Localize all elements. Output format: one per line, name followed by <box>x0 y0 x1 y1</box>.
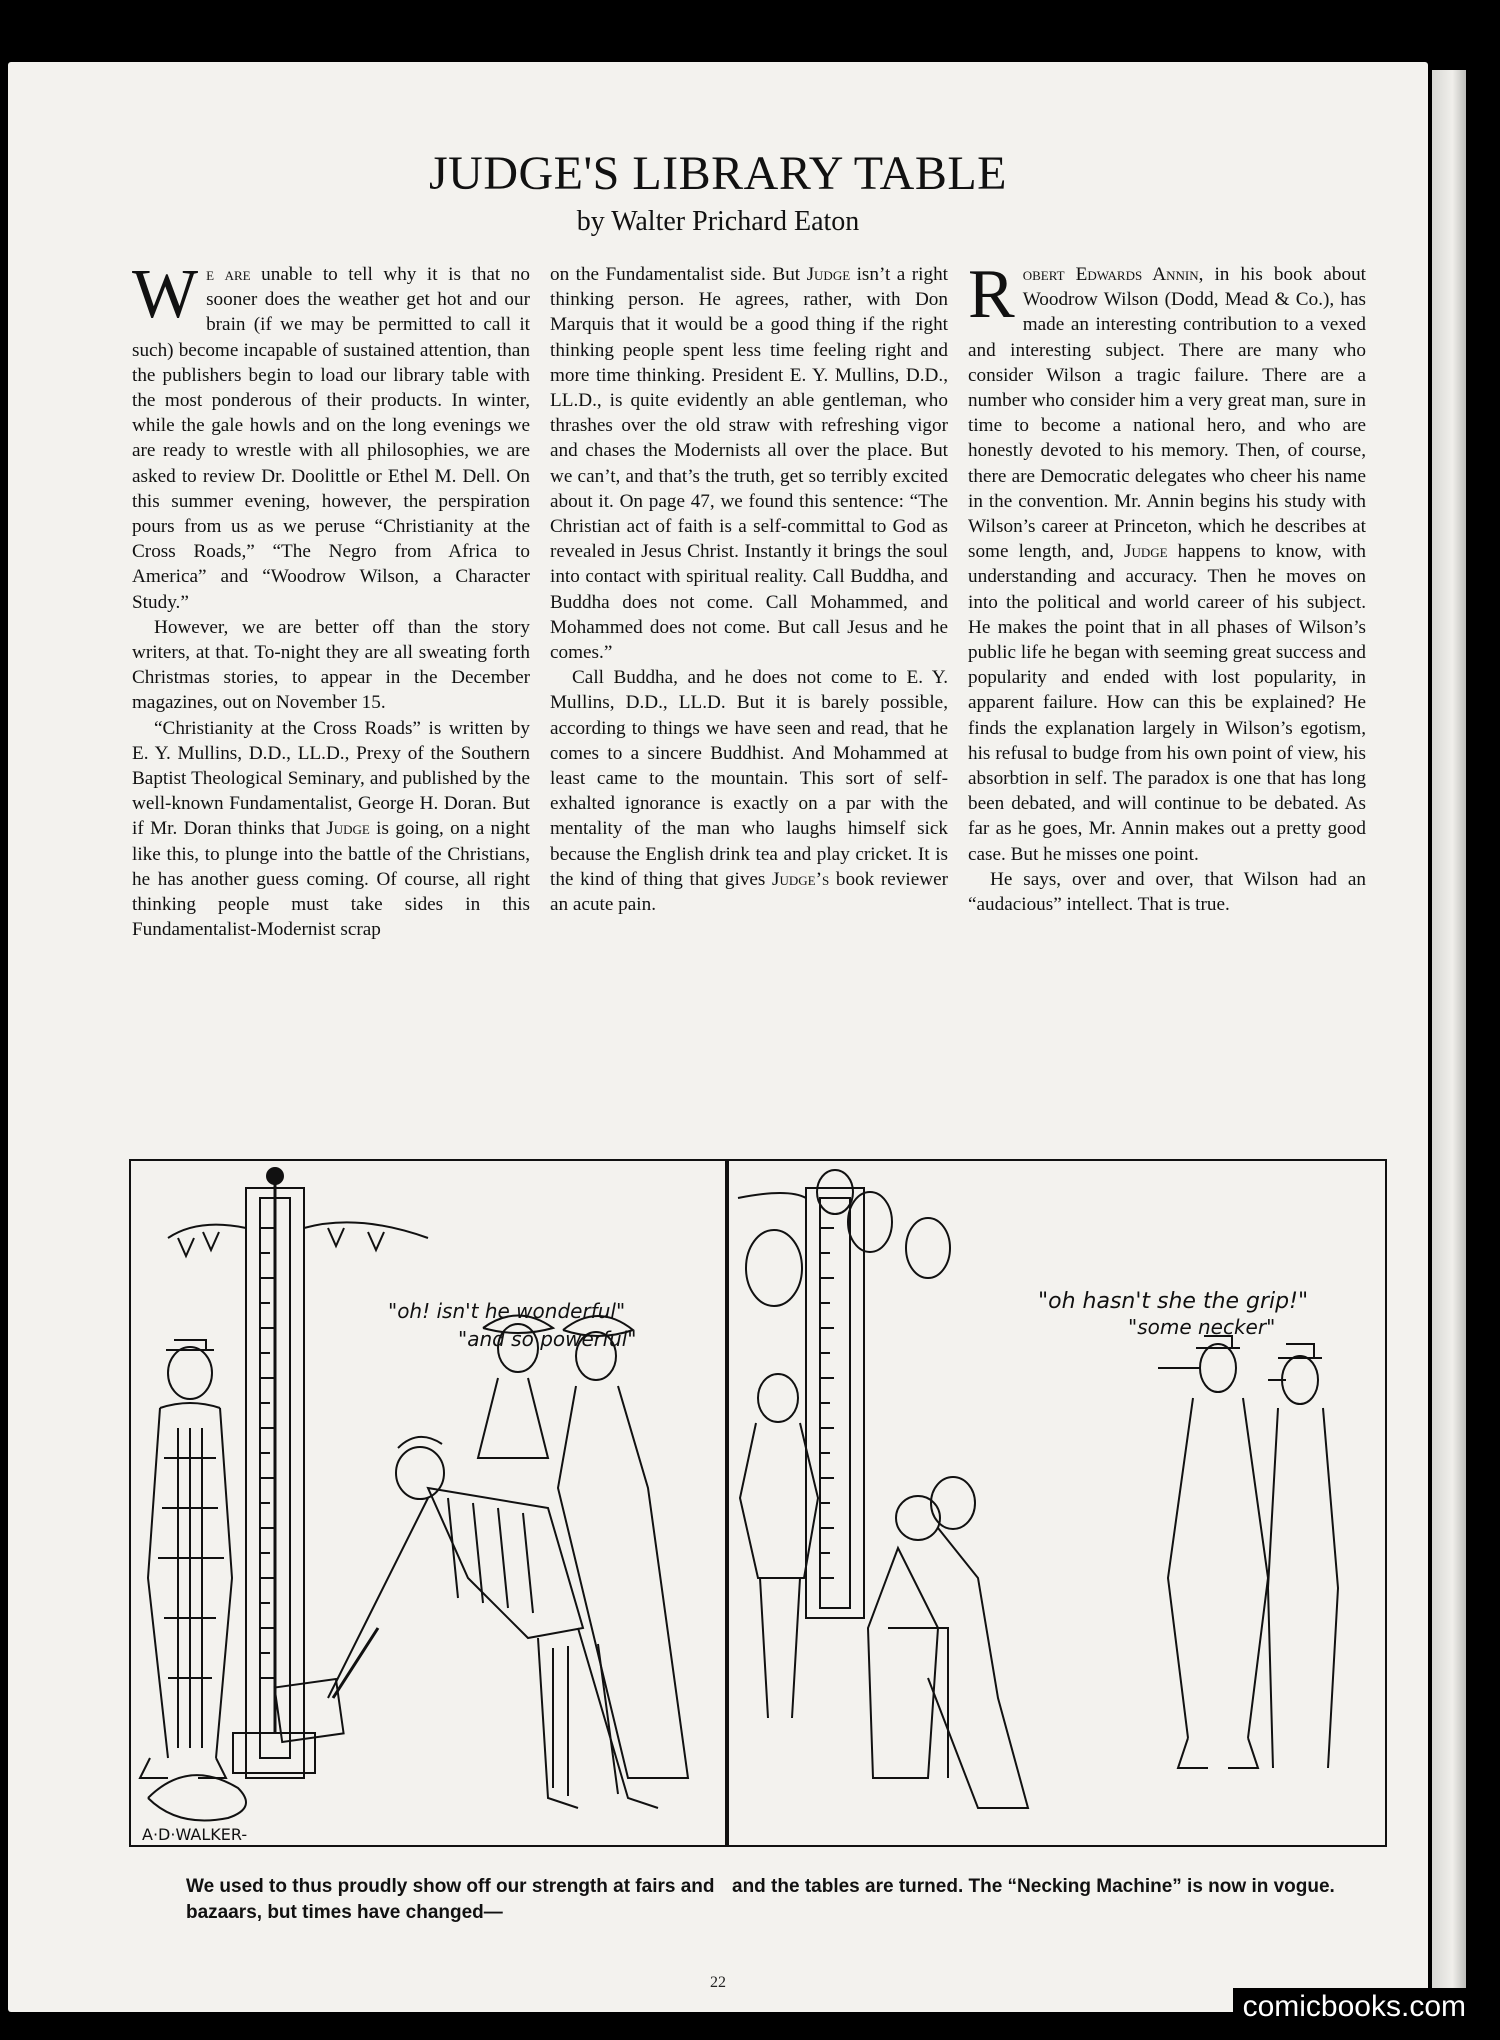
paragraph <box>550 262 948 665</box>
magazine-page <box>8 62 1428 2012</box>
paragraph-text: book reviewer an acute pain. <box>550 868 948 916</box>
left-speech-2: "and so powerful" <box>458 1327 637 1351</box>
man-in-plaid-suit <box>140 1340 232 1778</box>
right-speech-2: "some necker" <box>1128 1315 1276 1339</box>
drop-cap: R <box>968 256 1015 333</box>
artist-signature: A·D·WALKER- <box>142 1825 248 1844</box>
necking-machine <box>806 1170 864 1618</box>
judge-name: Judge’s <box>772 868 830 890</box>
paragraph: He says, over and over, that Wilson had an “audacious” intellect. That is true. <box>968 868 1366 916</box>
couple-embracing <box>868 1477 1028 1808</box>
tent-flags <box>168 1222 428 1256</box>
text-column-2 <box>550 262 948 917</box>
paragraph <box>132 716 530 943</box>
hat-on-ground <box>148 1775 246 1820</box>
text-column-1 <box>132 256 531 942</box>
left-panel-frame <box>130 1160 726 1846</box>
two-men-watching <box>1158 1336 1338 1768</box>
judge-name: Judge <box>326 818 370 840</box>
small-caps-text: e are <box>206 264 251 285</box>
watermark: comicbooks.com <box>1233 1988 1476 2026</box>
paragraph-text: happens to know, with understanding and accuracy. Then he moves on into the political and world career of his subject. He makes the point that in all phases of Wilson’s public life he began with seeming great success and popularity and ended with lost popularity, in apparent failure. How can this be explained? He finds the explanation largely in Wilson’s egotism, his refusal to budge from his own point of view, his absorbtion in self. The paradox is one that has long been debated, and will continue to be debated. As far as he goes, Mr. Annin makes out a pretty good case. But he misses one point. <box>968 541 1366 865</box>
paragraph <box>132 256 530 615</box>
paragraph-text: in his book about Woodrow Wilson (Dodd, Mead & Co.), has made an interesting contribution to a vexed and interesting subject. There are many who consider Wilson a tragic failure. There are a number who consider him a very great man, sure in time to become a national hero, and who are honestly devoted to his memory. Then, of course, there are Democratic delegates who cheer his name in the convention. Mr. Annin begins his study with Wilson’s career at Princeton, which he describes at some length, and, <box>968 264 1366 563</box>
page-number: 22 <box>710 1974 726 1991</box>
paragraph-text: on the Fundamentalist side. But <box>550 264 807 285</box>
article-byline: by Walter Prichard Eaton <box>576 206 860 237</box>
left-caption: We used to thus proudly show off our strength at fairs and bazaars, but times have changed— <box>186 1876 715 1923</box>
paragraph-text: is going, on a night like this, to plunge into the battle of the Christians, he has another guess coming. Of course, all right thinking people must take sides in this Fundamentalist-Modernist scrap <box>132 818 531 941</box>
text-column-3 <box>968 256 1366 917</box>
judge-name: Judge <box>806 264 851 285</box>
article-title: JUDGE'S LIBRARY TABLE <box>428 147 1007 200</box>
admiring-women <box>478 1316 688 1779</box>
paragraph-text: “Christianity at the Cross Roads” is written by E. Y. Mullins, D.D., LL.D., Prexy of the Southern Baptist Theological Seminary, and published by the well-known Fundamentalist, George H. Doran. But if Mr. Doran thinks that <box>132 717 530 840</box>
paragraph <box>550 665 948 917</box>
cartoon-illustration <box>128 1158 1388 1848</box>
adjacent-page-edge <box>1432 70 1466 2010</box>
drop-cap: W <box>132 256 199 333</box>
judge-name: Judge <box>1124 541 1168 563</box>
paragraph-text: isn’t a right thinking person. He agrees, rather, with Don Marquis that it would be a good thing if the right thinking people spent less time feeling right and more time thinking. President E. Y. Mullins, D.D., LL.D., is quite evidently an able gentleman, who thrashes over the old straw with refreshing vigor and chases the Modernists all over the place. But we can’t, and that’s the truth, get so terribly excited about it. On page 47, we found this sentence: “The Christian act of faith is a self-committal to God as revealed in Jesus Christ. Instantly it brings the soul into contact with spiritual reality. Call Buddha, and Buddha does not come. Call Mohammed, and Mohammed does not come. But call Jesus and he comes.” <box>550 264 948 664</box>
left-speech-1: "oh! isn't he wonderful" <box>388 1299 626 1323</box>
strength-tester-machine <box>233 1168 315 1778</box>
right-speech-1: "oh hasn't she the grip!" <box>1038 1289 1309 1314</box>
paragraph-text: Call Buddha, and he does not come to E. Y. Mullins, D.D., LL.D. But it is barely possible, according to things we have seen and read, that he comes to a sincere Buddhist. And Mohammed at least came to the mountain. This sort of self-exhalted ignorance is exactly on a par with the mentality of the man who laughs himself sick because the English drink tea and play cricket. It is the kind of thing that gives <box>550 667 948 890</box>
paper-lanterns <box>738 1192 950 1306</box>
paragraph-text: unable to tell why it is that no sooner does the weather get hot and our brain (if we may be permitted to call it such) become incapable of sustained attention, than the publishers begin to load our library table with the most ponderous of their products. In winter, while the gale howls and on the long evenings we are ready to wrestle with all philosophies, we are asked to review Dr. Doolittle or Ethel M. Dell. On this summer evening, however, the perspiration pours from us as we peruse “Christianity at the Cross Roads,” “The Negro from Africa to America” and “Woodrow Wilson, a Character Study.” <box>132 264 530 613</box>
small-caps-text: obert Edwards Annin, <box>1022 264 1204 285</box>
man-swinging-mallet <box>275 1437 658 1808</box>
right-caption: and the tables are turned. The “Necking Machine” is now in vogue. <box>732 1876 1335 1897</box>
paragraph: However, we are better off than the story writers, at that. To-night they are all sweating forth Christmas stories, to appear in the December magazines, out on November 15. <box>132 616 530 714</box>
paragraph <box>968 256 1366 867</box>
